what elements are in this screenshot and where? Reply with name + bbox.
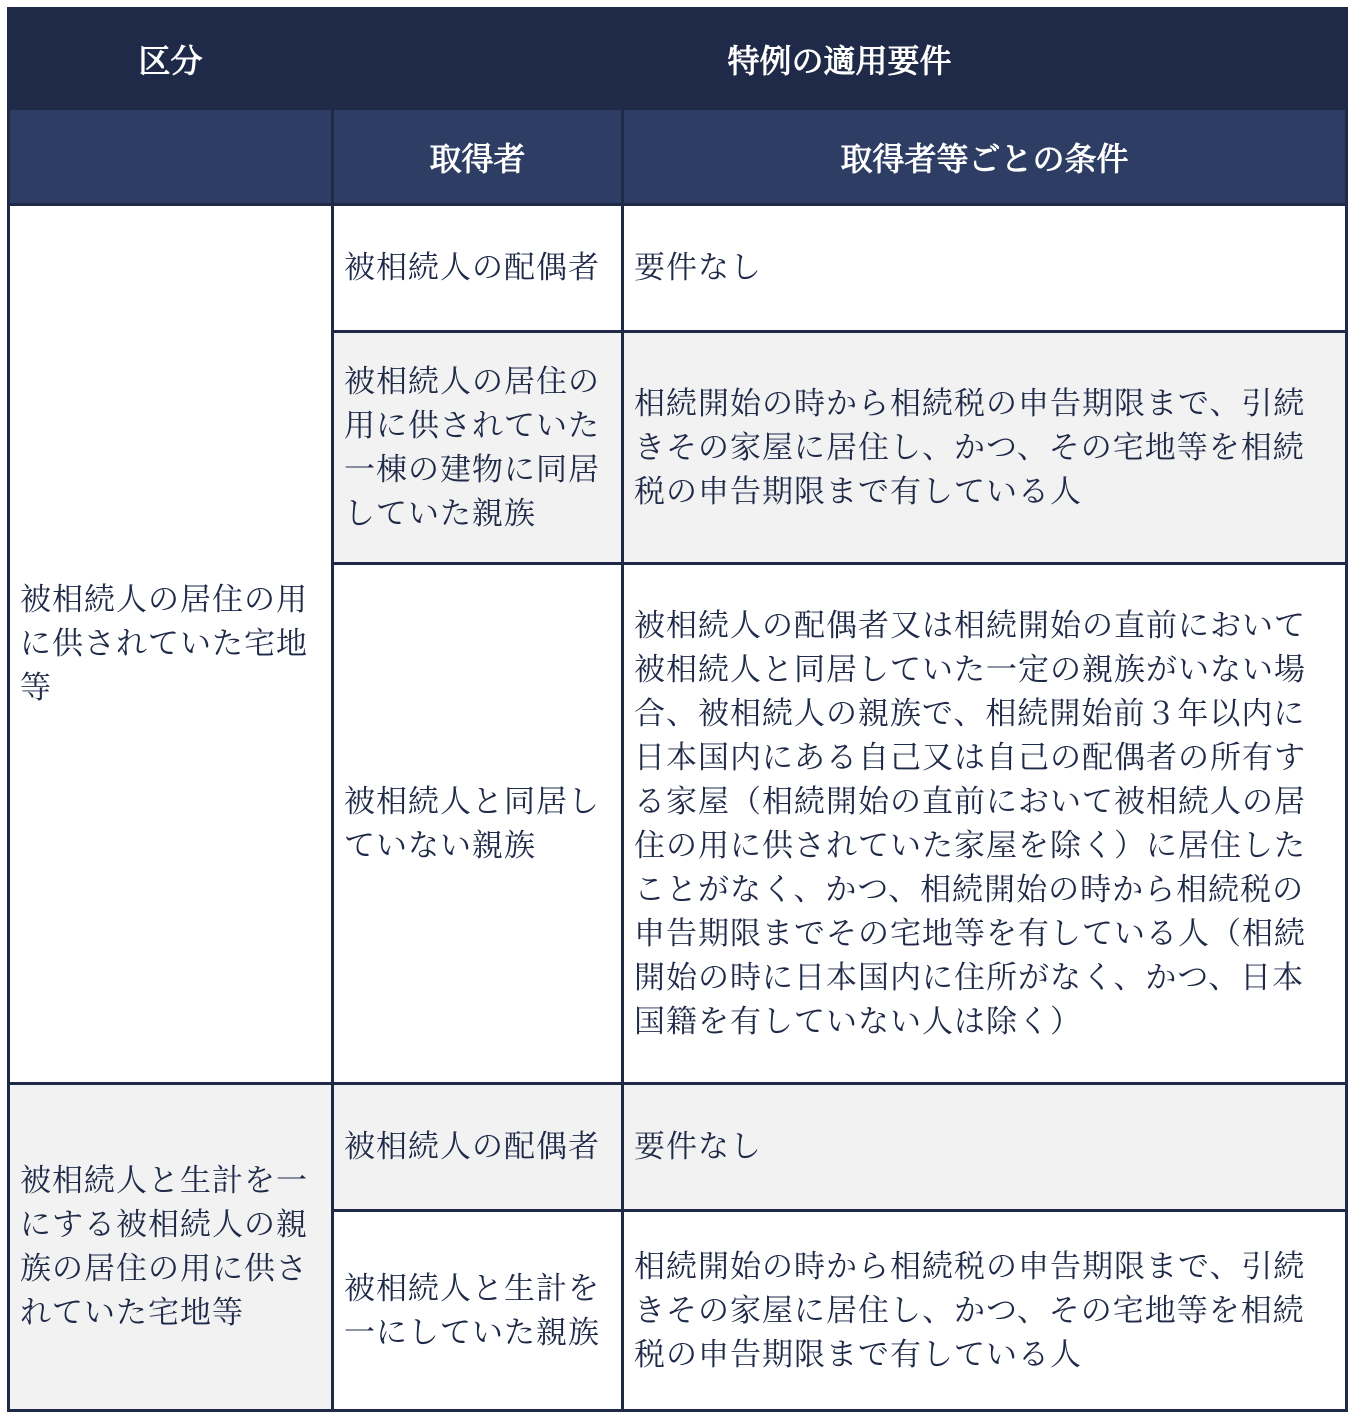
header-conditions: 取得者等ごとの条件 <box>623 109 1347 205</box>
condition-cell: 相続開始の時から相続税の申告期限まで、引続きその家屋に居住し、かつ、その宅地等を相続税の申告期限まで有している人 <box>623 1211 1347 1411</box>
acquirer-cell: 被相続人と同居していない親族 <box>333 564 623 1084</box>
table-row <box>9 1084 1347 1211</box>
header-requirements: 特例の適用要件 <box>333 9 1347 109</box>
condition-cell: 相続開始の時から相続税の申告期限まで、引続きその家屋に居住し、かつ、その宅地等を相続税の申告期限まで有している人 <box>623 332 1347 564</box>
acquirer-cell: 被相続人と生計を一にしていた親族 <box>333 1211 623 1411</box>
condition-cell: 要件なし <box>623 205 1347 332</box>
category-cell: 被相続人と生計を一にする被相続人の親族の居住の用に供されていた宅地等 <box>9 1084 333 1411</box>
acquirer-cell: 被相続人の配偶者 <box>333 205 623 332</box>
header-row <box>9 9 1347 109</box>
table-row <box>9 205 1347 332</box>
acquirer-cell: 被相続人の居住の用に供されていた一棟の建物に同居していた親族 <box>333 332 623 564</box>
requirements-table <box>7 7 1348 1412</box>
acquirer-cell: 被相続人の配偶者 <box>333 1084 623 1211</box>
header-category: 区分 <box>9 9 333 109</box>
condition-cell: 要件なし <box>623 1084 1347 1211</box>
header-acquirer: 取得者 <box>333 109 623 205</box>
category-cell: 被相続人の居住の用に供されていた宅地等 <box>9 205 333 1084</box>
subheader-row <box>9 109 1347 205</box>
subheader-blank <box>9 109 333 205</box>
condition-cell: 被相続人の配偶者又は相続開始の直前において被相続人と同居していた一定の親族がいない場合、被相続人の親族で、相続開始前３年以内に日本国内にある自己又は自己の配偶者の所有する家屋（相続開始の直前において被相続人の居住の用に供されていた家屋を除く）に居住したことがなく、かつ、相続開始の時から相続税の申告期限までその宅地等を有している人（相続開始の時に日本国内に住所がなく、かつ、日本国籍を有していない人は除く） <box>623 564 1347 1084</box>
